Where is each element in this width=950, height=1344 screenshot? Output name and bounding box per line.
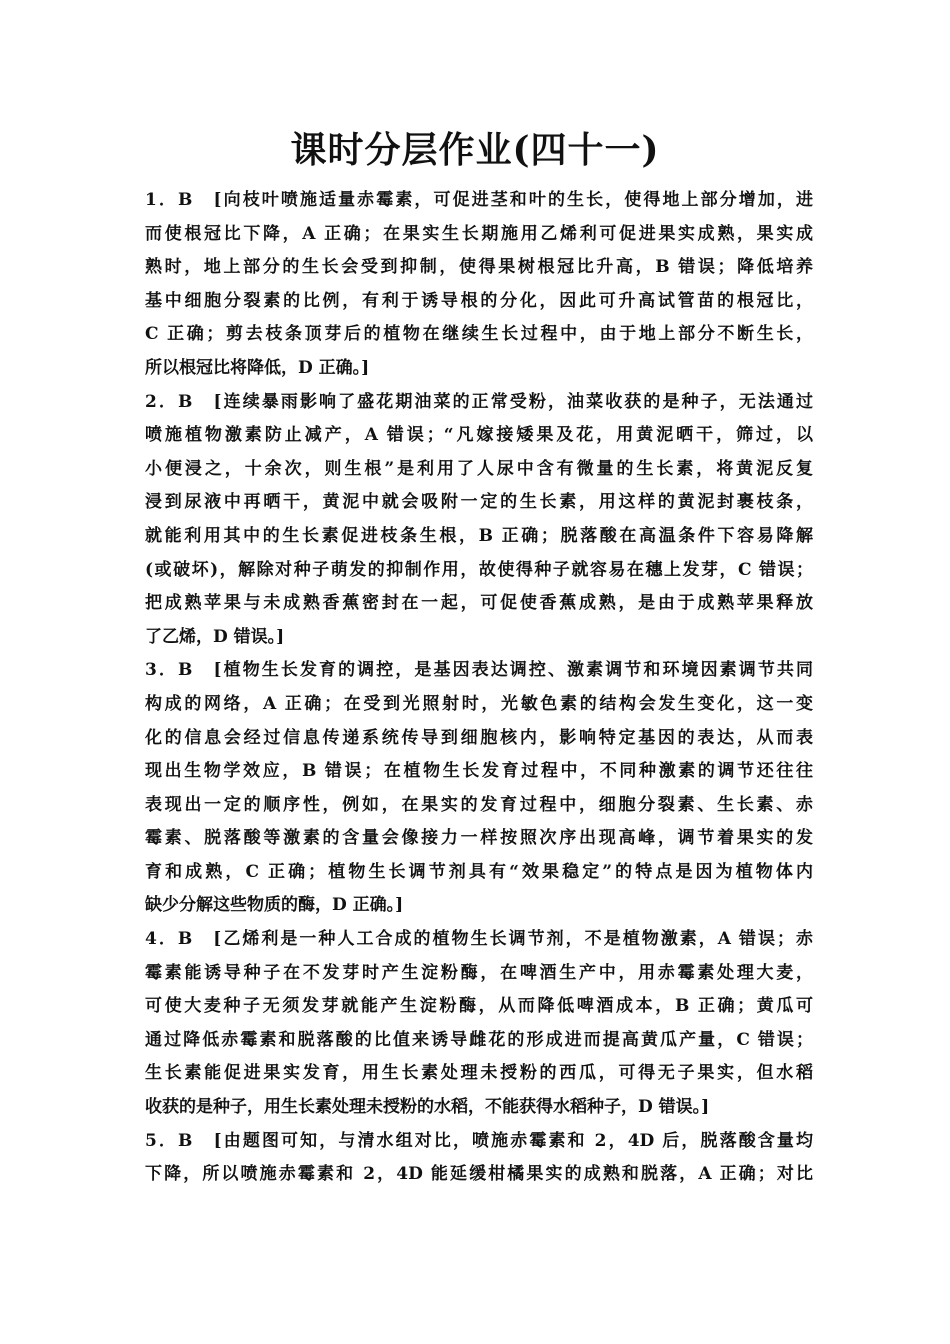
text-line: 霉素能诱导种子在不发芽时产生淀粉酶，在啤酒生产中，用赤霉素处理大麦， xyxy=(145,962,813,983)
text-line: 就能利用其中的生长素促进枝条生根，B 正确；脱落酸在高温条件下容易降解 xyxy=(145,525,813,546)
text-line: 浸到尿液中再晒干，黄泥中就会吸附一定的生长素，用这样的黄泥封裹枝条， xyxy=(145,492,813,513)
text-line: C 正确；剪去枝条顶芽后的植物在继续生长过程中，由于地上部分不断生长， xyxy=(145,324,813,345)
text-line: 把成熟苹果与未成熟香蕉密封在一起，可促使香蕉成熟，是由于成熟苹果释放 xyxy=(145,593,813,614)
text-line: 可使大麦种子无须发芽就能产生淀粉酶，从而降低啤酒成本，B 正确；黄瓜可 xyxy=(145,996,813,1017)
text-line: 2．B [连续暴雨影响了盛花期油菜的正常受粉，油菜收获的是种子，无法通过 xyxy=(145,391,813,412)
text-line: 小便浸之，十余次，则生根”是利用了人尿中含有微量的生长素，将黄泥反复 xyxy=(145,458,813,479)
text-line: 通过降低赤霉素和脱落酸的比值来诱导雌花的形成进而提高黄瓜产量，C 错误； xyxy=(145,1029,813,1050)
text-line: 3．B [植物生长发育的调控，是基因表达调控、激素调节和环境因素调节共同 xyxy=(145,660,813,681)
text-line: 现出生物学效应，B 错误；在植物生长发育过程中，不同种激素的调节还往往 xyxy=(145,761,813,782)
text-line: 4．B [乙烯利是一种人工合成的植物生长调节剂，不是植物激素，A 错误；赤 xyxy=(145,929,813,950)
text-line: 表现出一定的顺序性，例如，在果实的发育过程中，细胞分裂素、生长素、赤 xyxy=(145,794,813,815)
text-line: 构成的网络，A 正确；在受到光照射时，光敏色素的结构会发生变化，这一变 xyxy=(145,693,813,714)
text-line: 缺少分解这些物质的酶，D 正确。] xyxy=(145,895,404,916)
text-line: 生长素能促进果实发育，用生长素处理未授粉的西瓜，可得无子果实，但水稻 xyxy=(145,1063,813,1084)
page-title: 课时分层作业(四十一) xyxy=(290,129,660,171)
text-line: (或破坏)，解除对种子萌发的抑制作用，故使得种子就容易在穗上发芽，C 错误； xyxy=(145,559,813,580)
text-line: 所以根冠比将降低，D 正确。] xyxy=(145,357,370,378)
text-line: 基中细胞分裂素的比例，有利于诱导根的分化，因此可升高试管苗的根冠比， xyxy=(145,290,813,311)
text-line: 化的信息会经过信息传递系统传导到细胞核内，影响特定基因的表达，从而表 xyxy=(145,727,813,748)
text-line: 1．B [向枝叶喷施适量赤霉素，可促进茎和叶的生长，使得地上部分增加，进 xyxy=(145,190,813,210)
text-line: 了乙烯，D 错误。] xyxy=(145,626,285,647)
text-line: 熟时，地上部分的生长会受到抑制，使得果树根冠比升高，B 错误；降低培养 xyxy=(145,257,813,278)
text-line: 喷施植物激素防止减产，A 错误；“凡嫁接矮果及花，用黄泥晒干，筛过，以 xyxy=(145,425,813,446)
text-line: 5．B [由题图可知，与清水组对比，喷施赤霉素和 2，4D 后，脱落酸含量均 xyxy=(145,1130,813,1151)
text-line: 霉素、脱落酸等激素的含量会像接力一样按照次序出现高峰，调节着果实的发 xyxy=(145,828,813,849)
text-line: 而使根冠比下降，A 正确；在果实生长期施用乙烯利可促进果实成熟，果实成 xyxy=(145,223,813,244)
text-line: 下降，所以喷施赤霉素和 2，4D 能延缓柑橘果实的成熟和脱落，A 正确；对比 xyxy=(145,1164,813,1185)
answer-body xyxy=(145,184,813,1192)
text-line: 收获的是种子，用生长素处理未授粉的水稻，不能获得水稻种子，D 错误。] xyxy=(145,1097,710,1118)
text-line: 育和成熟，C 正确；植物生长调节剂具有“效果稳定”的特点是因为植物体内 xyxy=(145,861,813,882)
